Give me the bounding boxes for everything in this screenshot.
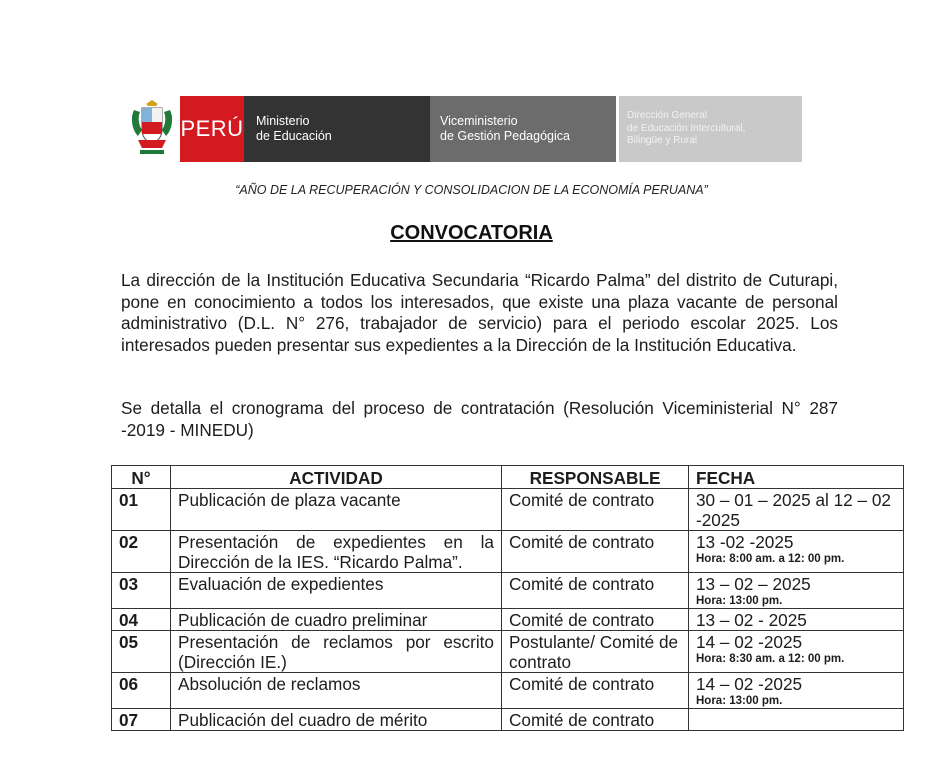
peru-coat-of-arms-icon: [128, 96, 176, 162]
header-n: N°: [112, 466, 171, 489]
direction-line-2: de Educación Intercultural,: [627, 122, 746, 134]
header-responsable: RESPONSABLE: [502, 466, 689, 489]
direction-line-1: Dirección General: [627, 110, 708, 122]
row-time: Hora: 8:30 am. a 12: 00 pm.: [696, 653, 845, 665]
table-row: [112, 609, 904, 631]
row-time: Hora: 13:00 pm.: [696, 595, 783, 607]
row-date-value: 13 – 02 - 2025: [696, 610, 807, 630]
row-time: Hora: 13:00 pm.: [696, 695, 783, 707]
viceministry-label: [430, 96, 616, 162]
row-activity: Absolución de reclamos: [171, 673, 502, 709]
row-date-value: 30 – 01 – 2025 al 12 – 02 -2025: [696, 490, 891, 530]
row-date-value: 14 – 02 -2025: [696, 632, 803, 652]
ministry-label: [244, 96, 430, 162]
ministry-line-1: Ministerio: [256, 114, 310, 128]
row-date-value: 13 -02 -2025: [696, 532, 794, 552]
institutional-banner: [128, 96, 802, 162]
row-date: [689, 489, 904, 531]
row-responsible: Comité de contrato: [502, 673, 689, 709]
row-number: 03: [112, 573, 171, 609]
row-responsible: Comité de contrato: [502, 609, 689, 631]
row-number: 07: [112, 709, 171, 731]
row-activity: Publicación de cuadro preliminar: [171, 609, 502, 631]
table-row: [112, 573, 904, 609]
row-number: 04: [112, 609, 171, 631]
document-title: CONVOCATORIA: [390, 222, 553, 244]
viceministry-line-1: Viceministerio: [440, 114, 518, 128]
row-activity: Publicación del cuadro de mérito: [171, 709, 502, 731]
table-row: [112, 489, 904, 531]
row-number: 06: [112, 673, 171, 709]
row-activity: Evaluación de expedientes: [171, 573, 502, 609]
row-activity: Presentación de expedientes en la Dirección de la IES. “Ricardo Palma”.: [171, 531, 502, 573]
row-number: 05: [112, 631, 171, 673]
row-date: [689, 709, 904, 731]
row-responsible: Comité de contrato: [502, 573, 689, 609]
table-row: [112, 631, 904, 673]
row-number: 02: [112, 531, 171, 573]
schedule-intro-paragraph: Se detalla el cronograma del proceso de contratación (Resolución Viceministerial N° 287 -2019 - MINEDU): [121, 398, 838, 440]
row-time: Hora: 8:00 am. a 12: 00 pm.: [696, 553, 845, 565]
schedule-table: [111, 465, 904, 731]
direction-label: [619, 96, 802, 162]
row-number: 01: [112, 489, 171, 531]
table-row: [112, 709, 904, 731]
intro-paragraph: La dirección de la Institución Educativa Secundaria “Ricardo Palma” del distrito de Cuturapi, pone en conocimiento a todos los interesados, que existe una plaza vacante de personal administrativo (D.L. N° 276, trabajador de servicio) para el periodo escolar 2025. Los interesados pueden presentar sus expedientes a la Dirección de la Institución Educativa.: [121, 270, 838, 355]
ministry-line-2: de Educación: [256, 129, 332, 143]
row-activity: Publicación de plaza vacante: [171, 489, 502, 531]
row-responsible: Postulante/ Comité de contrato: [502, 631, 689, 673]
header-fecha: FECHA: [689, 466, 904, 489]
row-date-value: 13 – 02 – 2025: [696, 574, 811, 594]
peru-label: PERÚ: [180, 96, 244, 162]
table-row: [112, 673, 904, 709]
row-activity: Presentación de reclamos por escrito (Dirección IE.): [171, 631, 502, 673]
row-date: [689, 531, 904, 573]
row-date: [689, 631, 904, 673]
row-responsible: Comité de contrato: [502, 709, 689, 731]
row-date-value: 14 – 02 -2025: [696, 674, 803, 694]
row-responsible: Comité de contrato: [502, 489, 689, 531]
row-date: [689, 573, 904, 609]
direction-line-3: Bilingüe y Rural: [627, 135, 698, 147]
row-date: [689, 609, 904, 631]
table-header-row: [112, 466, 904, 489]
table-row: [112, 531, 904, 573]
row-date: [689, 673, 904, 709]
header-actividad: ACTIVIDAD: [171, 466, 502, 489]
year-motto: “AÑO DE LA RECUPERACIÓN Y CONSOLIDACION DE LA ECONOMÍA PERUANA”: [235, 183, 708, 197]
row-responsible: Comité de contrato: [502, 531, 689, 573]
viceministry-line-2: de Gestión Pedagógica: [440, 129, 570, 143]
